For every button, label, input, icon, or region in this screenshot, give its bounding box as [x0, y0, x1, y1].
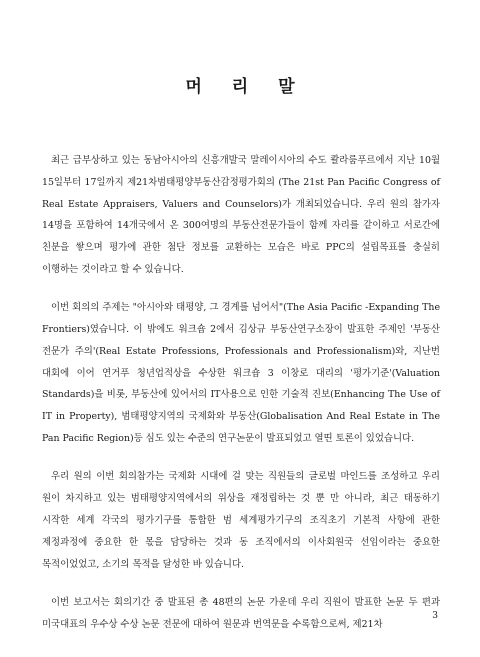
- body-text: [42, 150, 440, 652]
- page-title: 머 리 말: [185, 77, 307, 97]
- page-number: 3: [432, 611, 438, 621]
- paragraph-2: 이번 회의의 주제는 "아시아와 태평양, 그 경계를 넘어서"(The Asia Pacific -Expanding The Frontiers)였습니다. 이 밖에도 워크숍 2에서 김상규 부동산연구소장이 발표한 주제인 '부동산 전문가 주의'(Real Estate Professions, Professionals and Professionalism)와, 지난번 대회에 이어 연거푸 청년업적상을 수상한 워크숍 3 이창로 대리의 '평가기준'(Valuation Standards)을 비롯, 부동산에 있어서의 IT사용으로 인한 기술적 진보(Enhancing The Use of IT in Property), 범태평양지역의 국제화와 부동산(Globalisation And Real Estate in The Pan Pacific Region)등 심도 있는 수준의 연구논문이 발표되었고 열띤 토론이 있었습니다.: [42, 302, 440, 445]
- paragraph-4: 이번 보고서는 회의기간 중 발표된 총 48편의 논문 가운데 우리 직원이 발표한 논문 두 편과 미국대표의 우수상 수상 논문 전문에 대하여 원문과 번역문을 수록함으로써, 제21차: [42, 596, 440, 630]
- paragraph-1: 최근 급부상하고 있는 동남아시아의 신흥개발국 말레이시아의 수도 콸라룸푸르에서 지난 10월 15일부터 17일까지 제21차범태평양부동산감정평가회의 (The 21st Pan Pacific Congress of Real Estate Appraisers, Valuers and Counselors)가 개최되었습니다. 우리 원의 참가자 14명을 포함하여 14개국에서 온 300여명의 부동산전문가들이 함께 자리를 같이하고 서로간에 친분을 쌓으며 평가에 관한 첨단 정보를 교환하는 모습은 바로 PPC의 설립목표를 충실히 이행하는 것이라고 할 수 있습니다.: [42, 155, 440, 275]
- paragraph-3: 우리 원의 이번 회의참가는 국제화 시대에 걸 맞는 직원들의 글로벌 마인드를 조성하고 우리 원이 차지하고 있는 범태평양지역에서의 위상을 재정립하는 것 뿐 만 아니라, 최근 태동하기 시작한 세계 각국의 평가기구를 통합한 범 세계평가기구의 조직초기 기본적 사항에 관한 제정과정에 중요한 한 몫을 담당하는 것과 동 조직에서의 이사회원국 선임이라는 중요한 목적이었었고, 소기의 목적을 달성한 바 있습니다.: [42, 471, 440, 570]
